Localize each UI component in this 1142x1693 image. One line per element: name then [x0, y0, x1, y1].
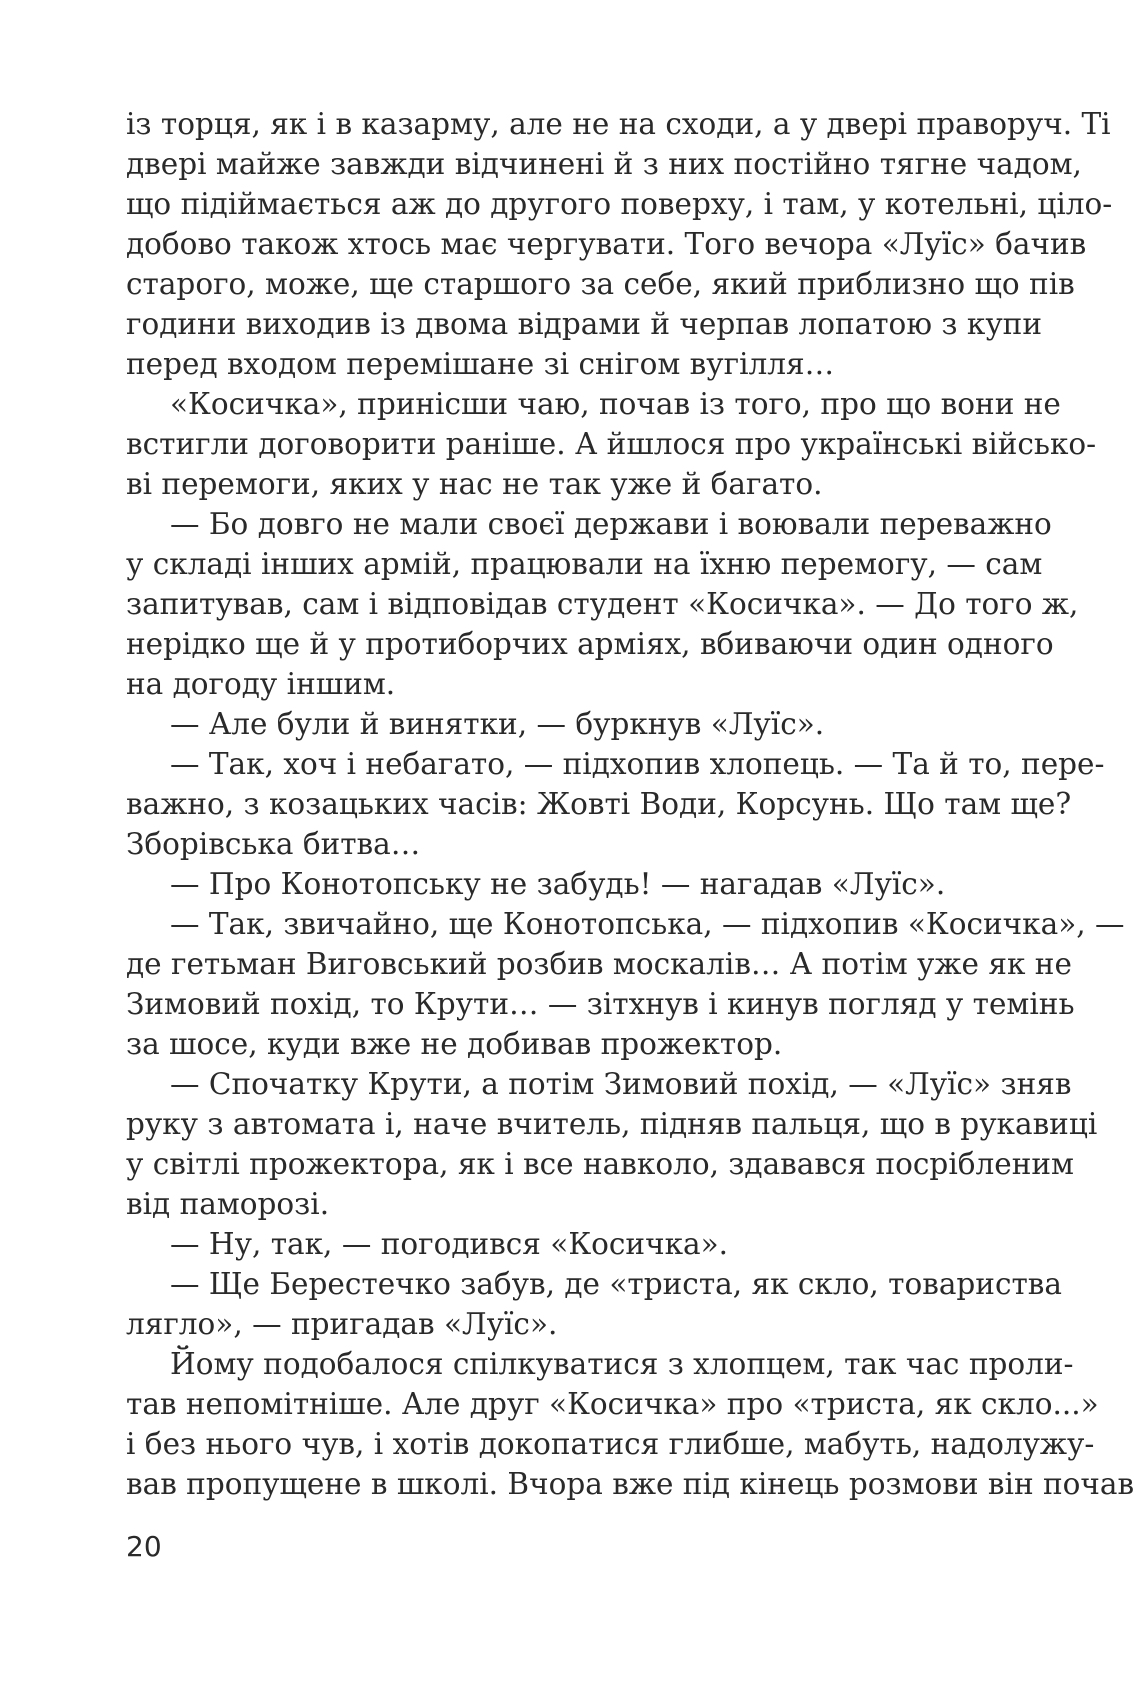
text-line: у складі інших армій, працювали на їхню перемогу, — сам: [126, 547, 1043, 581]
text-line: лягло», — пригадав «Луїс».: [126, 1307, 558, 1341]
text-line: Зимовий похід, то Крути… — зітхнув і кинув погляд у темінь: [126, 987, 1075, 1021]
text-line: — Спочатку Крути, а потім Зимовий похід, — «Луїс» зняв: [170, 1067, 1072, 1101]
text-line: від паморозі.: [126, 1187, 330, 1221]
text-line: Йому подобалося спілкуватися з хлопцем, так час проли-: [170, 1347, 1074, 1381]
text-line: тав непомітніше. Але друг «Косичка» про «триста, як скло...»: [126, 1387, 1099, 1421]
text-line: де гетьман Виговський розбив москалів… А потім уже як не: [126, 947, 1072, 981]
text-line: Зборівська битва…: [126, 827, 421, 861]
text-line: за шосе, куди вже не добивав прожектор.: [126, 1027, 783, 1061]
text-line: що підіймається аж до другого поверху, і там, у котельні, ціло-: [126, 187, 1113, 221]
text-line: руку з автомата і, наче вчитель, підняв пальця, що в рукавиці: [126, 1107, 1098, 1141]
text-line: запитував, сам і відповідав студент «Косичка». — До того ж,: [126, 587, 1079, 621]
text-line: ві перемоги, яких у нас не так уже й багато.: [126, 467, 823, 501]
text-line: вав пропущене в школі. Вчора вже під кінець розмови він почав: [126, 1467, 1135, 1501]
text-line: — Так, звичайно, ще Конотопська, — підхопив «Косичка», —: [170, 907, 1125, 941]
text-line: двері майже завжди відчинені й з них постійно тягне чадом,: [126, 147, 1082, 181]
text-line: — Бо довго не мали своєї держави і воювали переважно: [170, 507, 1052, 541]
text-line: — Так, хоч і небагато, — підхопив хлопець. — Та й то, пере-: [170, 747, 1105, 781]
text-line: із торця, як і в казарму, але не на сходи, а у двері праворуч. Ті: [126, 107, 1111, 141]
text-line: нерідко ще й у протиборчих арміях, вбиваючи один одного: [126, 627, 1054, 661]
text-line: — Але були й винятки, — буркнув «Луїс».: [170, 707, 825, 741]
text-line: «Косичка», принісши чаю, почав із того, про що вони не: [170, 387, 1061, 421]
text-line: перед входом перемішане зі снігом вугілля…: [126, 347, 835, 381]
text-line: встигли договорити раніше. А йшлося про українські військо-: [126, 427, 1097, 461]
text-line: — Ще Берестечко забув, де «триста, як скло, товариства: [170, 1267, 1062, 1301]
text-line: години виходив із двома відрами й черпав лопатою з купи: [126, 307, 1042, 341]
text-line: на догоду іншим.: [126, 667, 396, 701]
text-line: — Ну, так, — погодився «Косичка».: [170, 1227, 729, 1261]
text-line: і без нього чув, і хотів докопатися глибше, мабуть, надолужу-: [126, 1427, 1095, 1461]
text-line: важно, з козацьких часів: Жовті Води, Корсунь. Що там ще?: [126, 787, 1072, 821]
text-line: добово також хтось має чергувати. Того вечора «Луїс» бачив: [126, 227, 1087, 261]
text-line: старого, може, ще старшого за себе, який приблизно що пів: [126, 267, 1075, 301]
body-text: [126, 104, 1135, 1504]
page-number: 20: [126, 1530, 162, 1563]
text-line: у світлі прожектора, як і все навколо, здавався посрібленим: [126, 1147, 1074, 1181]
text-line: — Про Конотопську не забудь! — нагадав «Луїс».: [170, 867, 946, 901]
